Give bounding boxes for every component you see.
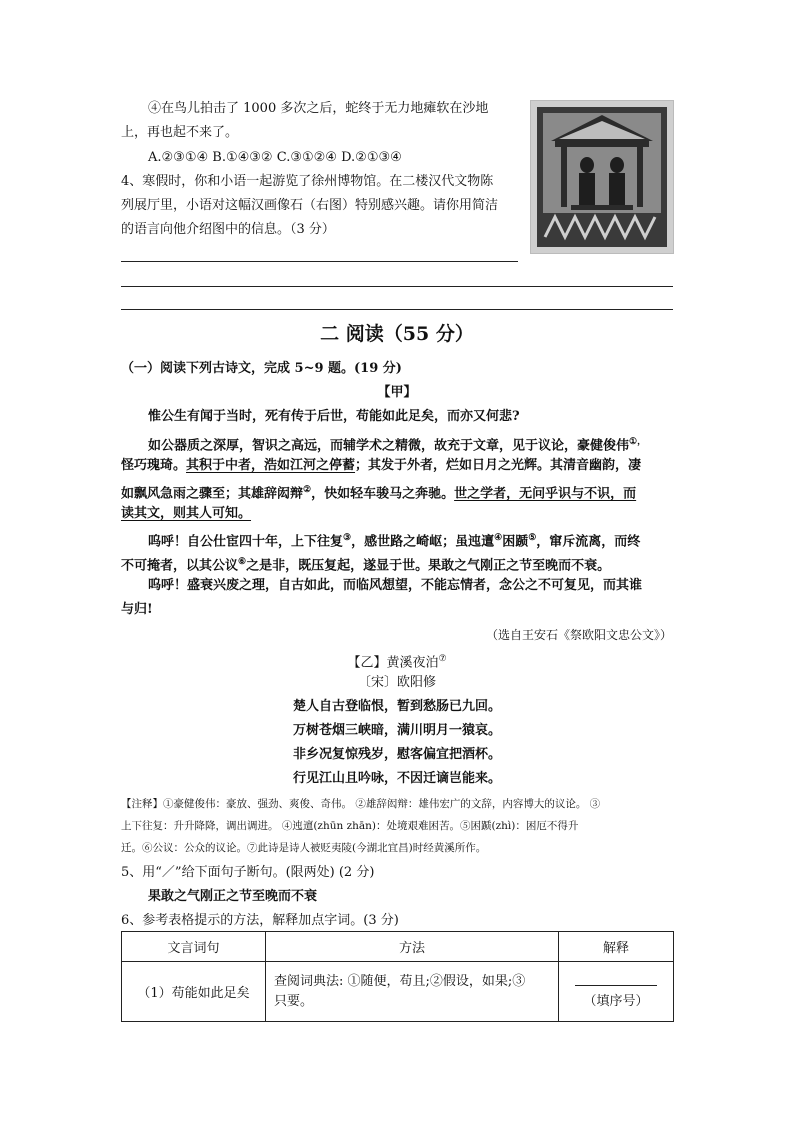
poem-line-2: 万树苍烟三峡暗，满川明月一猿哀。: [292, 723, 501, 738]
answer-blank[interactable]: [575, 975, 657, 986]
jia-para2-line3-a: 如飘风急雨之骤至；其雄辞闳辩: [121, 486, 304, 502]
jia-para3-line2: [121, 551, 610, 577]
header-method: 方法: [266, 932, 559, 962]
poem-line-3: 非乡况复惊残岁，慰客偏宜把酒杯。: [292, 747, 501, 762]
jia-para4-line2: 与归!: [121, 602, 153, 617]
yi-author: 〔宋〕欧阳修: [357, 675, 436, 690]
notes-line-3: 迁。⑥公议：公众的议论。⑦此诗是诗人被贬夷陵(今湖北宜昌)时经黄溪所作。: [121, 842, 487, 854]
part1-heading: （一）阅读下列古诗文，完成 5~9 题。(19 分): [121, 361, 402, 376]
jia-para3-line2-a: 不可掩者，以其公议: [121, 558, 239, 574]
note-marker-2: ②: [303, 485, 312, 495]
jia-para2-line1: [148, 431, 646, 457]
notes-line-1: 【注释】①豪健俊伟：豪放、强劲、爽俊、奇伟。 ②雄辞闳辩：雄伟宏广的文辞，内容博大的议论。 ③: [121, 798, 601, 810]
q5-sentence[interactable]: 果敢之气刚正之节至晚而不衰: [148, 889, 318, 904]
jia-para2-line1-text: 如公器质之深厚，智识之高远，而辅学术之精微，故充于文章，见于议论，豪健俊伟: [148, 438, 630, 454]
note-marker-1: ①，: [629, 437, 647, 447]
jia-para3-line1-c: 困踬: [502, 534, 529, 550]
row1-method-line1: 查阅词典法: ①随便，苟且;②假设，如果;③: [274, 973, 526, 989]
underlined-sentence-1: 其积于中者，浩如江河之停蓄: [186, 458, 356, 473]
q4-line2: 列展厅里，小语对这幅汉画像石（右图）特别感兴趣。请你用简洁: [121, 198, 499, 213]
row1-method: [266, 962, 559, 1022]
notes-line-2: 上下往复：升升降降，调出调进。 ④迍邅(zhūn zhān)：处境艰难困苦。⑤困踬(zhì)：困厄不得升: [121, 820, 579, 832]
underlined-sentence-2-part2: 读其文，则其人可知。: [121, 506, 252, 521]
jia-para3-line2-b: 之是非，既压复起，遂显于世。果敢之气刚正之节至晚而不衰。: [246, 558, 611, 574]
jia-para4-line1: 呜呼！盛衰兴废之理，自古如此，而临风想望，不能忘情者，念公之不可复见，而其谁: [148, 578, 643, 593]
note-marker-3: ③: [343, 533, 352, 543]
answer-line-1[interactable]: [121, 261, 518, 262]
note-marker-6: ⑥: [238, 557, 247, 567]
section-title: 二 阅读（55 分）: [320, 323, 474, 345]
table-row: [122, 962, 674, 1022]
row1-answer-cell[interactable]: [559, 962, 674, 1022]
note-marker-4: ④: [494, 533, 503, 543]
row1-answer-hint: （填序号）: [583, 994, 649, 1009]
jia-para2-line3: [121, 479, 636, 505]
han-stone-relief-image: [530, 100, 674, 254]
jia-para3-line1-b: ，感世路之崎岖；虽迍邅: [351, 534, 495, 550]
answer-line-3[interactable]: [121, 309, 673, 310]
row1-method-line2: 只要。: [274, 993, 314, 1009]
q5-prompt: 5、用“／”给下面句子断句。(限两处) (2 分): [121, 865, 375, 880]
answer-line-2[interactable]: [121, 286, 673, 287]
jia-source: （选自王安石《祭欧阳文忠公文》）: [485, 628, 672, 642]
q4-line1: 4、寒假时，你和小语一起游览了徐州博物馆。在二楼汉代文物陈: [121, 174, 494, 189]
q3-option-4-line1: ④在鸟儿拍击了 1000 多次之后，蛇终于无力地瘫软在沙地: [148, 101, 489, 116]
header-phrase: 文言词句: [122, 932, 266, 962]
relief-illustration: [531, 101, 673, 253]
underlined-sentence-2-part1: 世之学者，无问乎识与不识，而: [454, 486, 637, 502]
jia-para2-line2-a: 怪巧瑰琦。: [121, 458, 187, 473]
jia-para3-line1: [148, 527, 640, 553]
jia-para2-line2-c: ；其发于外者，烂如日月之光辉。其清音幽韵，凄: [355, 458, 642, 473]
jia-para2-line2: [121, 455, 641, 477]
poem-line-1: 楚人自古登临恨，暂到愁肠已九回。: [292, 699, 501, 714]
note-marker-5: ⑤: [528, 533, 537, 543]
yi-title: [0, 648, 794, 674]
jia-label: 【甲】: [377, 385, 417, 400]
row1-phrase: （1）苟能如此足矣: [122, 962, 266, 1022]
q3-option-4-line2: 上，再也起不来了。: [121, 125, 239, 140]
q4-line3: 的语言向他介绍图中的信息。（3 分）: [121, 222, 335, 237]
jia-para3-line1-d: ，窜斥流离，而终: [536, 534, 641, 550]
jia-para1: 惟公生有闻于当时，死有传于后世，苟能如此足矣，而亦又何悲?: [148, 409, 520, 424]
yi-title-text: 【乙】黄溪夜泊: [347, 655, 439, 671]
q6-table: [121, 931, 674, 1022]
poem-line-4: 行见江山且吟咏，不因迁谪岂能来。: [292, 771, 501, 786]
header-explanation: 解释: [559, 932, 674, 962]
q3-answer-options: A.②③①④ B.①④③② C.③①②④ D.②①③④: [148, 150, 402, 165]
note-marker-7: ⑦: [438, 654, 447, 664]
q6-prompt: 6、参考表格提示的方法，解释加点字词。(3 分): [121, 913, 399, 928]
jia-para2-line3-b: ，快如轻车骏马之奔驰。: [311, 486, 455, 502]
jia-para3-line1-a: 呜呼！自公仕宦四十年，上下往复: [148, 534, 344, 550]
table-header-row: [122, 932, 674, 962]
